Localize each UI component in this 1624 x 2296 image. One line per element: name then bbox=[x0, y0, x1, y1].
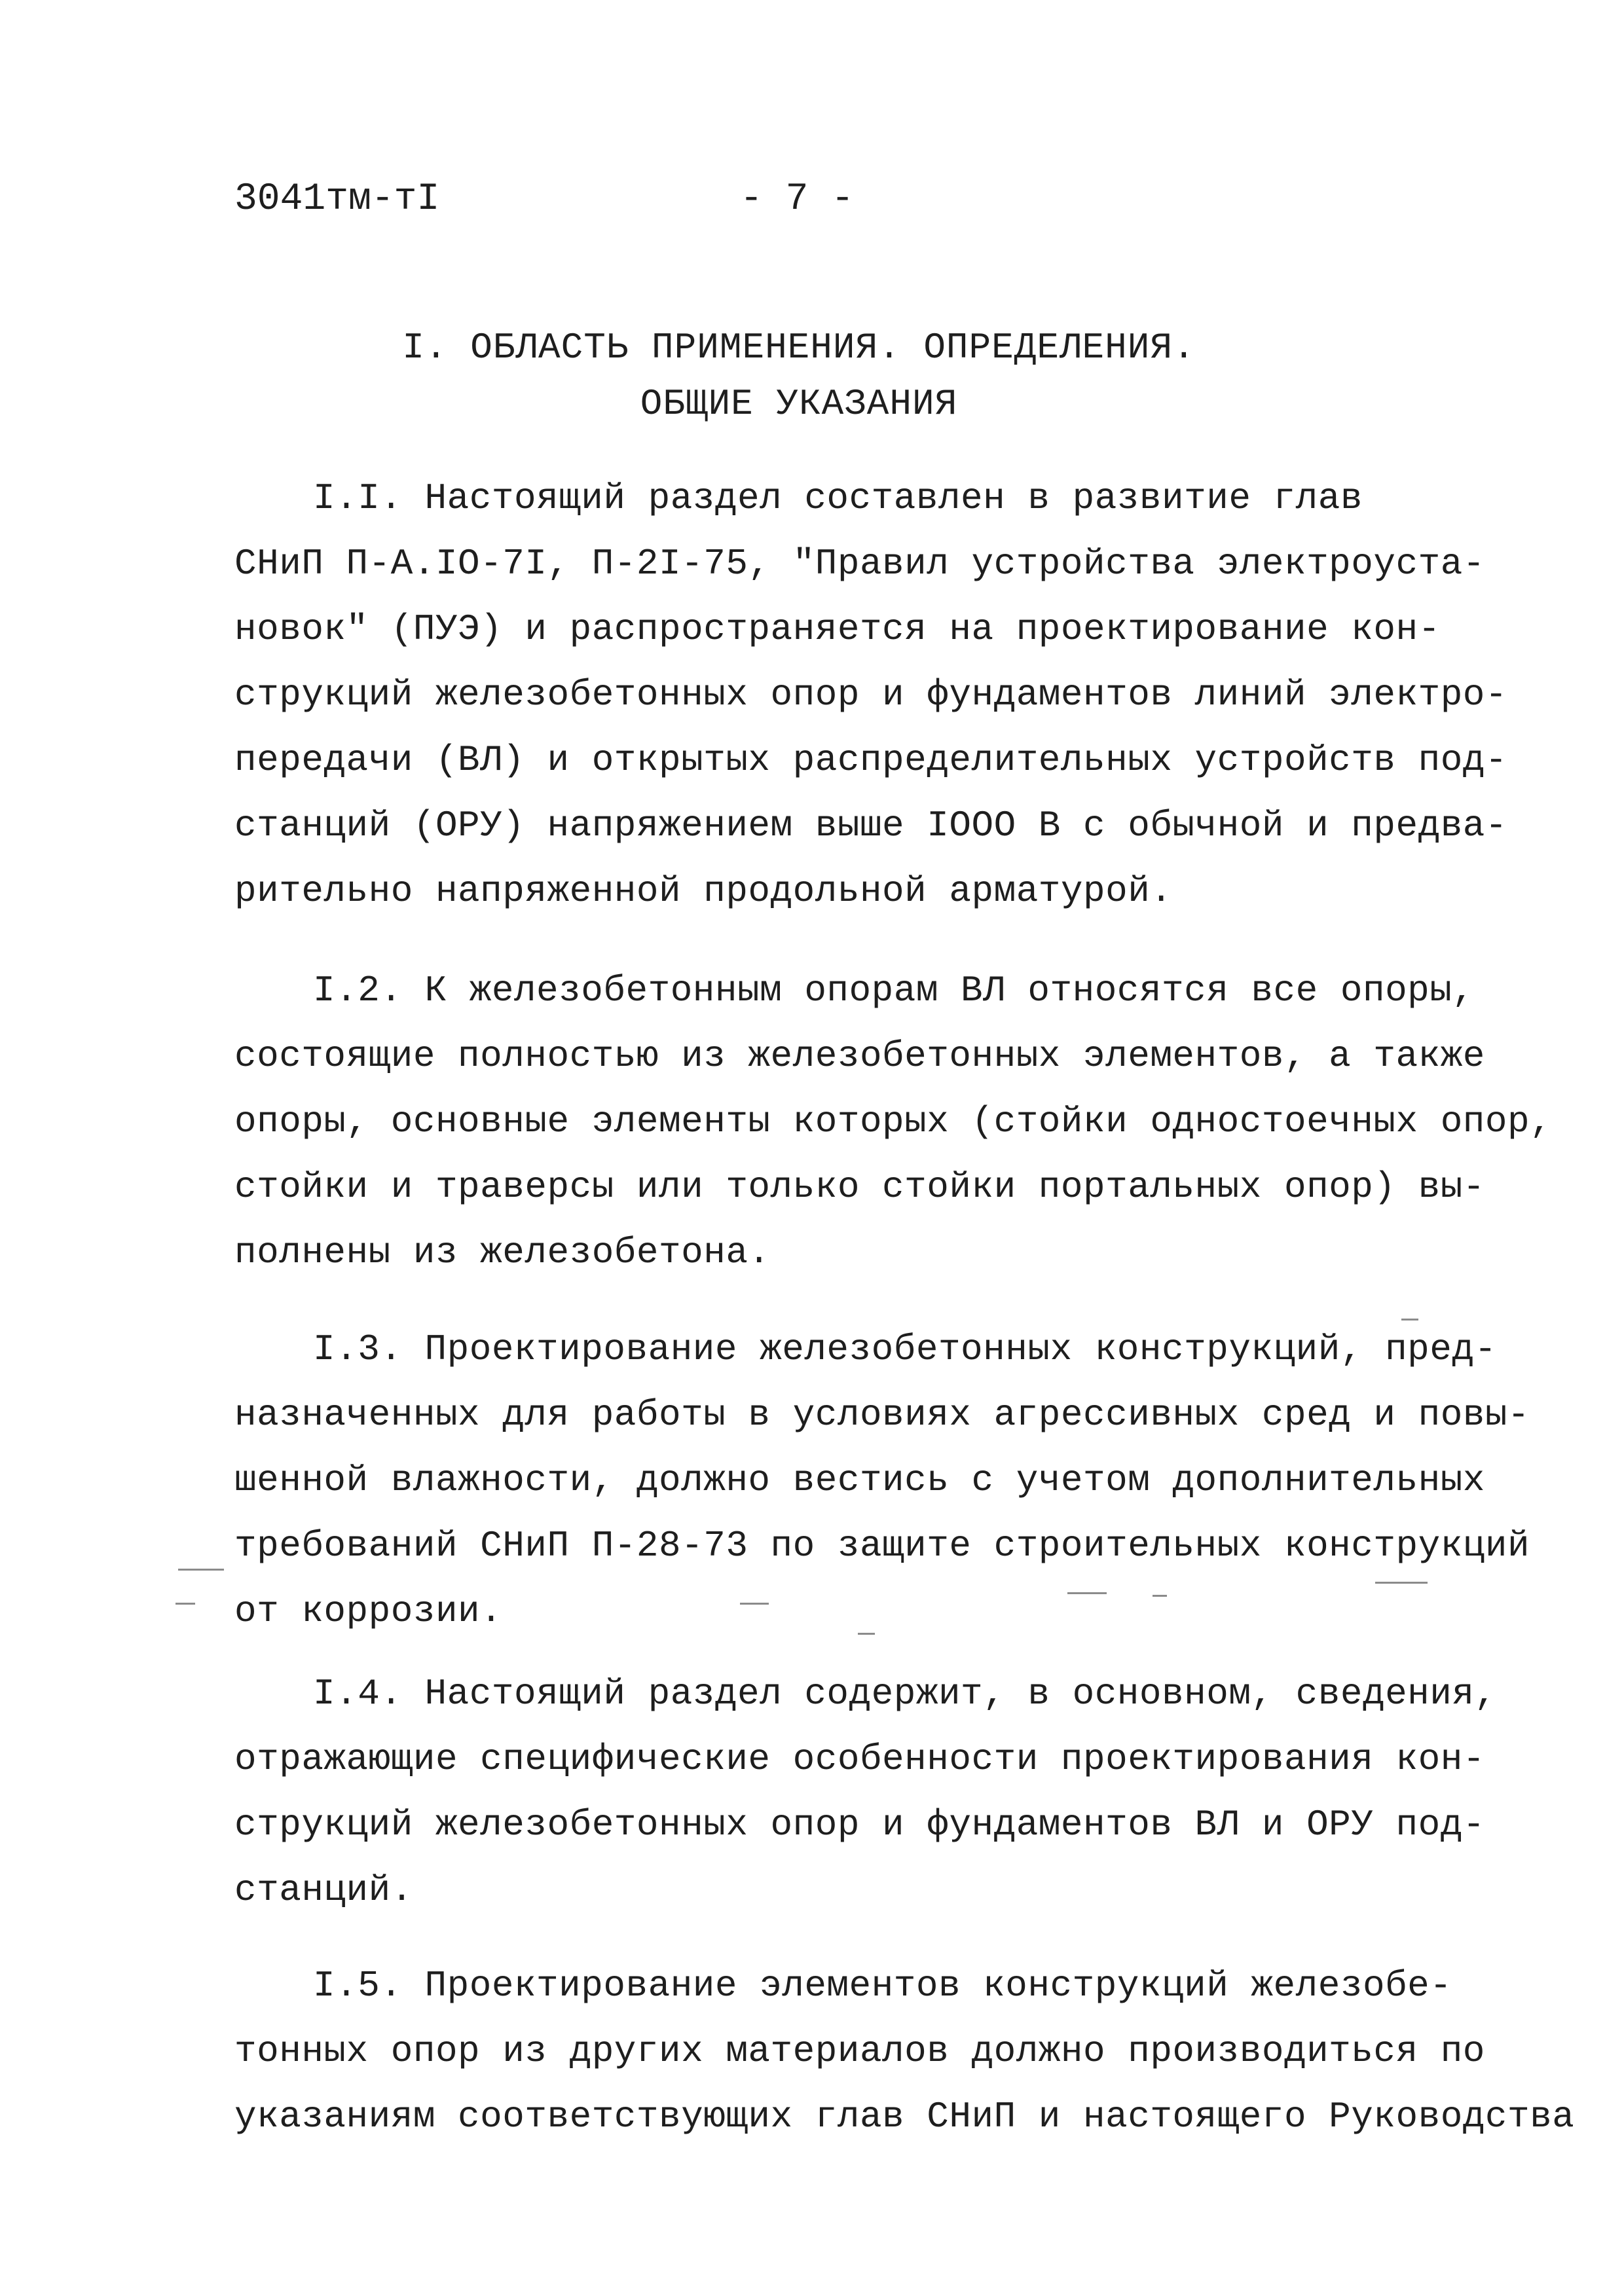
paragraph-1-1-line: струкций железобетонных опор и фундаментов линий электро- bbox=[234, 674, 1508, 716]
paragraph-1-4-line: струкций железобетонных опор и фундаментов ВЛ и ОРУ под- bbox=[234, 1804, 1485, 1846]
paragraph-1-1-line: I.I. Настоящий раздел составлен в развитие глав bbox=[313, 477, 1363, 519]
section-title bbox=[236, 319, 1362, 432]
paragraph-1-3-line: от коррозии. bbox=[234, 1590, 503, 1632]
paragraph-1-2-line: стойки и траверсы или только стойки портальных опор) вы- bbox=[234, 1166, 1485, 1208]
paragraph-1-5-line: I.5. Проектирование элементов конструкций железобе- bbox=[313, 1965, 1452, 2007]
scan-smudge bbox=[1401, 1319, 1418, 1321]
paragraph-1-5-line: указаниям соответствующих глав СНиП и настоящего Руководства bbox=[234, 2096, 1575, 2138]
paragraph-1-5-line: тонных опор из других материалов должно производиться по bbox=[234, 2030, 1485, 2072]
paragraph-1-1-line: новок" (ПУЭ) и распространяется на проектирование кон- bbox=[234, 608, 1441, 650]
paragraph-1-3-line: назначенных для работы в условиях агрессивных сред и повы- bbox=[234, 1394, 1530, 1436]
scan-smudge bbox=[1153, 1595, 1167, 1597]
paragraph-1-4-line: станций. bbox=[234, 1869, 413, 1911]
paragraph-1-3-line: требований СНиП П-28-73 по защите строительных конструкций bbox=[234, 1525, 1530, 1567]
paragraph-1-3-line: шенной влажности, должно вестись с учетом дополнительных bbox=[234, 1459, 1485, 1501]
paragraph-1-2-line: полнены из железобетона. bbox=[234, 1231, 771, 1273]
section-title-line-1: I. ОБЛАСТЬ ПРИМЕНЕНИЯ. ОПРЕДЕЛЕНИЯ. bbox=[402, 327, 1196, 369]
document-code: 3041тм-тI bbox=[234, 178, 440, 221]
scan-smudge bbox=[1067, 1592, 1107, 1594]
paragraph-1-1-line: станций (ОРУ) напряжением выше IООО В с обычной и предва- bbox=[234, 805, 1508, 847]
paragraph-1-1-line: передачи (ВЛ) и открытых распределительных устройств под- bbox=[234, 739, 1508, 781]
paragraph-1-2-line: состоящие полностью из железобетонных элементов, а также bbox=[234, 1035, 1485, 1077]
section-title-line-2: ОБЩИЕ УКАЗАНИЯ bbox=[640, 383, 958, 425]
paragraph-1-4-line: отражающие специфические особенности проектирования кон- bbox=[234, 1738, 1485, 1780]
page-number: - 7 - bbox=[740, 178, 855, 221]
scan-smudge bbox=[858, 1633, 875, 1635]
scan-smudge bbox=[1375, 1582, 1428, 1584]
scan-smudge bbox=[175, 1603, 195, 1605]
paragraph-1-1-line: СНиП П-А.IО-7I, П-2I-75, "Правил устройства электроуста- bbox=[234, 543, 1485, 585]
paragraph-1-1-line: рительно напряженной продольной арматурой. bbox=[234, 870, 1173, 912]
paragraph-1-2-line: опоры, основные элементы которых (стойки одностоечных опор, bbox=[234, 1101, 1553, 1142]
paragraph-1-4-line: I.4. Настоящий раздел содержит, в основном, сведения, bbox=[313, 1673, 1497, 1715]
scan-smudge bbox=[178, 1569, 224, 1571]
paragraph-1-3-line: I.3. Проектирование железобетонных конструкций, пред- bbox=[313, 1328, 1497, 1370]
paragraph-1-2-line: I.2. К железобетонным опорам ВЛ относятся все опоры, bbox=[313, 970, 1475, 1011]
scan-smudge bbox=[740, 1603, 769, 1605]
